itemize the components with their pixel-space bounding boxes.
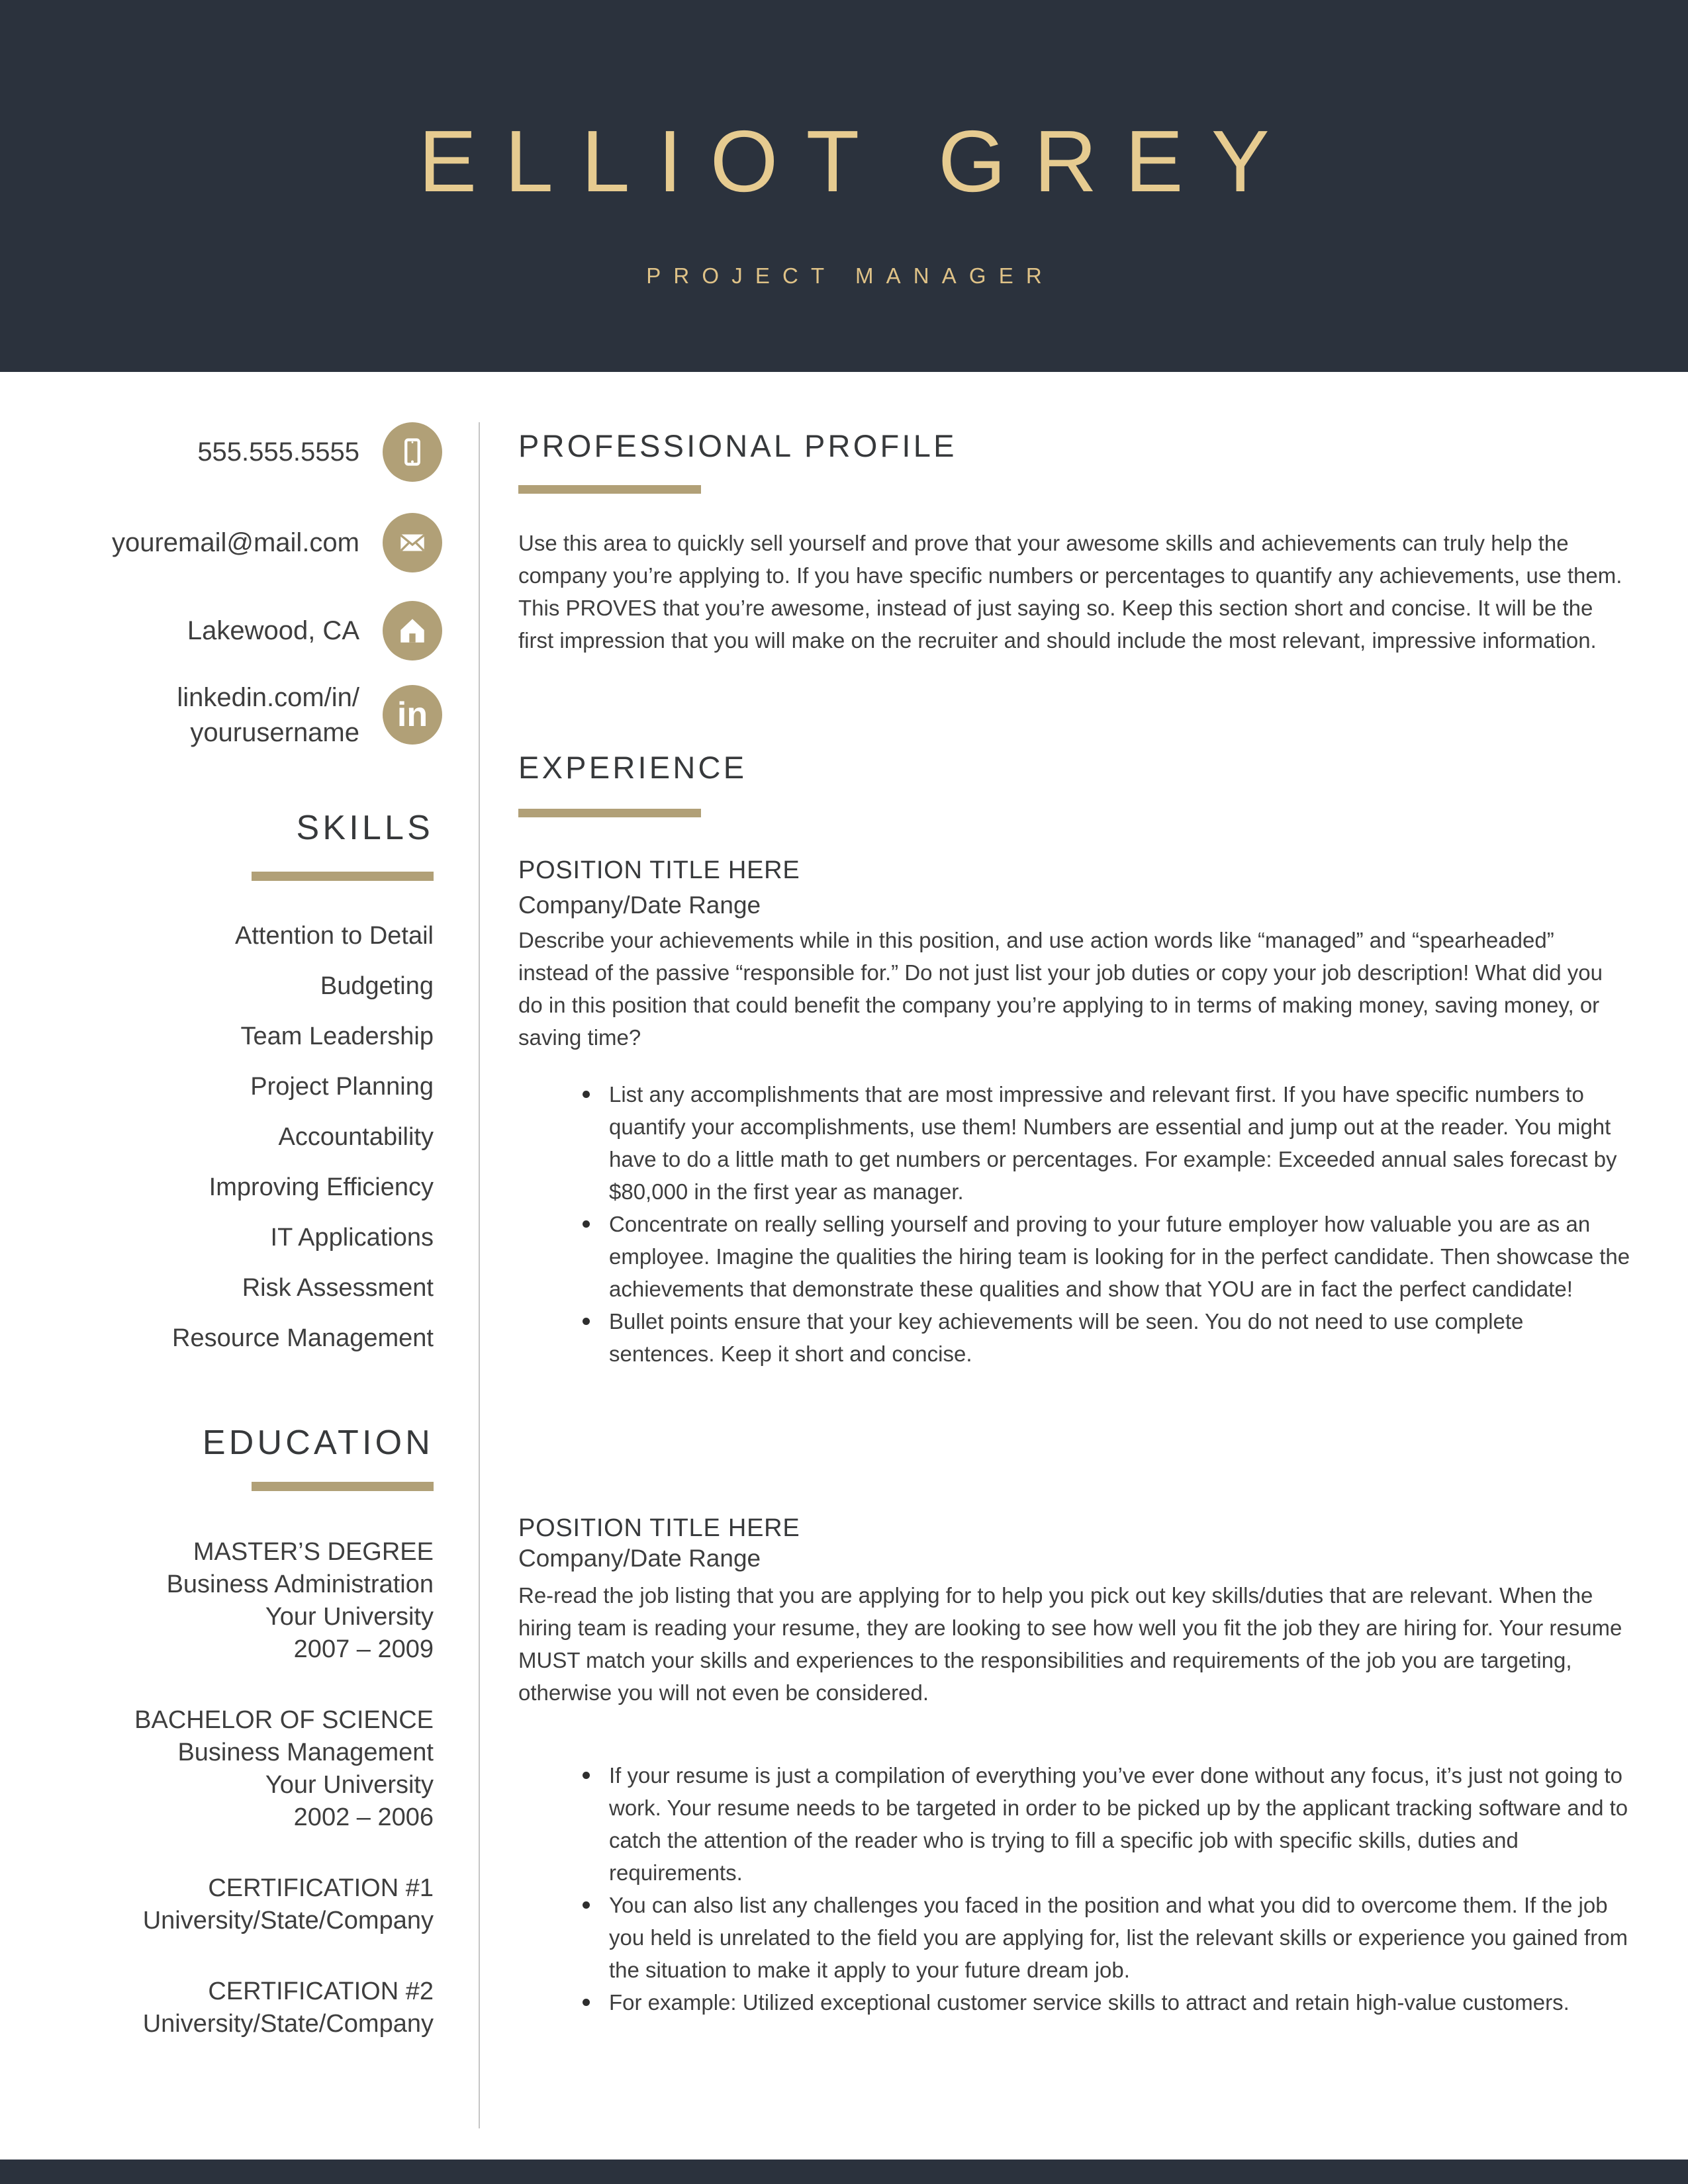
- position-title: POSITION TITLE HERE: [518, 856, 800, 884]
- linkedin-glyph: in: [397, 696, 428, 734]
- bullet-item: List any accomplishments that are most impressive and relevant first. If you have specific numbers to quantify your accomplishments, use them! Numbers are essential and jump out at the reader. You might have to do a little math to get numbers or percentages. For example: Exceeded annual sales forecast by $80,000 in the first year as manager.: [609, 1078, 1630, 1208]
- profile-heading: PROFESSIONAL PROFILE: [518, 428, 957, 463]
- linkedin-url-line1: linkedin.com/in/: [177, 683, 359, 712]
- skill-item: IT Applications: [270, 1224, 434, 1251]
- skill-item: Team Leadership: [240, 1023, 434, 1050]
- position-description: Describe your achievements while in this position, and use action words like “managed” and “spearheaded” instead of the passive “responsible for.” Do not just list your job duties or copy your job description! What did you do in this position that could benefit the company you’re applying to in terms of making money, saving money, or saving time?: [518, 928, 1603, 1050]
- skills-heading: SKILLS: [296, 809, 434, 847]
- degree-field: Business Management: [177, 1739, 434, 1766]
- degree-dates: 2002 – 2006: [293, 1803, 434, 1831]
- skill-item: Budgeting: [320, 972, 434, 1000]
- degree-school: Your University: [265, 1771, 434, 1799]
- skills-rule: [252, 872, 434, 881]
- bullet-item: Bullet points ensure that your key achievements will be seen. You do not need to use complete sentences. Keep it short and concise.: [609, 1305, 1630, 1370]
- experience-heading: EXPERIENCE: [518, 750, 747, 785]
- certification-source: University/State/Company: [142, 2010, 434, 2038]
- bullet-item: You can also list any challenges you faced in the position and what you did to overcome them. If the job you held is unrelated to the field you are applying for, list the relevant skills or experience you gained from the situation to make it apply to your future dream job.: [609, 1889, 1630, 1986]
- skill-item: Risk Assessment: [242, 1274, 434, 1302]
- skill-item: Resource Management: [172, 1324, 434, 1352]
- linkedin-url: [0, 680, 359, 751]
- education-entry: [0, 1536, 434, 1666]
- degree-title: BACHELOR OF SCIENCE: [134, 1706, 434, 1734]
- position-bullet-list: [518, 1078, 1630, 1370]
- location-text: Lakewood, CA: [187, 616, 359, 645]
- linkedin-icon: [383, 685, 442, 745]
- header: [0, 0, 1688, 372]
- position-title: POSITION TITLE HERE: [518, 1514, 800, 1542]
- position-company: Company/Date Range: [518, 1545, 761, 1572]
- column-divider: [479, 422, 480, 2128]
- bullet-item: For example: Utilized exceptional customer service skills to attract and retain high-value customers.: [609, 1986, 1630, 2019]
- email-icon: [383, 513, 442, 572]
- skill-item: Accountability: [278, 1123, 434, 1151]
- education-entry: [0, 1872, 434, 1937]
- position-bullet-list: [518, 1759, 1630, 2019]
- linkedin-url-line2: yourusername: [190, 718, 359, 747]
- education-entry: [0, 1976, 434, 2040]
- certification-title: CERTIFICATION #1: [208, 1874, 434, 1902]
- role-subtitle: PROJECT MANAGER: [646, 263, 1055, 288]
- position-description: Re-read the job listing that you are applying for to help you pick out key skills/duties that are relevant. When the hiring team is reading your resume, they are looking to see how well you fit the job they are hiring for. Your resume MUST match your skills and experiences to the responsibilities and requirements of the job you are targeting, otherwise you will not even be considered.: [518, 1583, 1622, 1705]
- phone-icon: [383, 422, 442, 482]
- certification-title: CERTIFICATION #2: [208, 1978, 434, 2005]
- bullet-item: Concentrate on really selling yourself and proving to your future employer how valuable you are as an employee. Imagine the qualities the hiring team is looking for in the perfect candidate. Then showcase the achievements that demonstrate these qualities and show that YOU are in fact the perfect candidate!: [609, 1208, 1630, 1305]
- position-company: Company/Date Range: [518, 891, 761, 919]
- skill-item: Project Planning: [250, 1073, 434, 1101]
- degree-school: Your University: [265, 1603, 434, 1631]
- degree-field: Business Administration: [166, 1570, 434, 1598]
- bullet-item: If your resume is just a compilation of everything you’ve ever done without any focus, it’s just not going to work. Your resume needs to be targeted in order to be picked up by the applicant tracking software and to catch the attention of the reader who is trying to fill a specific job with specific skills, duties and requirements.: [609, 1759, 1630, 1889]
- page-title: ELLIOT GREY: [418, 113, 1298, 210]
- email-address: youremail@mail.com: [111, 528, 359, 557]
- education-entry: [0, 1704, 434, 1834]
- skill-item: Improving Efficiency: [209, 1173, 434, 1201]
- home-icon: [383, 601, 442, 660]
- degree-dates: 2007 – 2009: [293, 1635, 434, 1663]
- footer-bar: [0, 2160, 1688, 2184]
- degree-title: MASTER’S DEGREE: [193, 1538, 434, 1566]
- profile-paragraph: Use this area to quickly sell yourself and prove that your awesome skills and achievements can truly help the company you’re applying to. If you have specific numbers or percentages to quantify any achievements, use them. This PROVES that you’re awesome, instead of just saying so. Keep this section short and concise. It will be the first impression that you will make on the recruiter and should include the most relevant, impressive information.: [518, 531, 1622, 653]
- experience-rule: [518, 809, 701, 817]
- skills-list: [0, 911, 434, 1363]
- skill-item: Attention to Detail: [235, 922, 434, 950]
- phone-number: 555.555.5555: [197, 437, 359, 467]
- education-rule: [252, 1482, 434, 1491]
- education-list: [0, 1536, 434, 2079]
- profile-rule: [518, 485, 701, 494]
- certification-source: University/State/Company: [142, 1907, 434, 1934]
- education-heading: EDUCATION: [202, 1424, 434, 1462]
